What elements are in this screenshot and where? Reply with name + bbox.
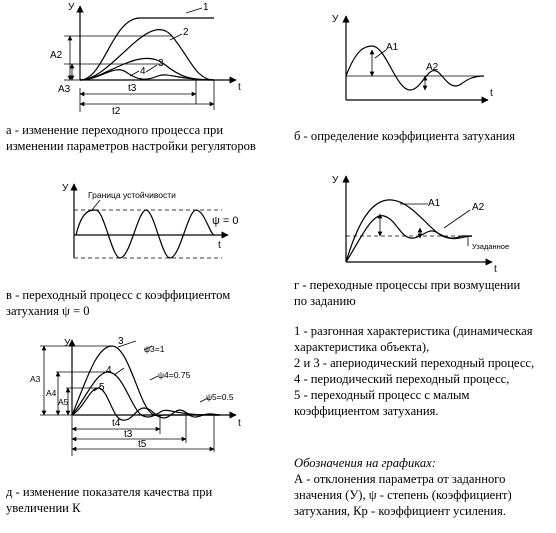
graph-g-t-label: t (494, 264, 497, 275)
curve-2 (80, 30, 214, 80)
legend-item-4: 5 - переходный процесс с малым коэффициентом затухания. (294, 388, 470, 418)
setpoint-label: Узаданное (472, 242, 510, 251)
A2-label-g: A2 (472, 202, 485, 213)
curve-4-d-label: 4 (106, 365, 112, 376)
A1-label: A1 (386, 42, 399, 53)
legend-item-1: 1 - разгонная характеристика (динамическая характеристика объекта), (294, 324, 533, 354)
graph-v-t-label: t (218, 240, 221, 251)
notation-block (294, 455, 546, 519)
graph-b (346, 16, 488, 100)
curve-4-label: 4 (140, 66, 146, 77)
legend-item-2: 2 и 3 - апериодический переходный процесс, (294, 356, 535, 370)
caption-g: г - переходные процессы при возмущении по заданию (294, 278, 521, 308)
curve-1-label: 1 (203, 2, 209, 13)
graph-a-y-label: У (68, 2, 75, 13)
t4-label: t4 (112, 418, 121, 429)
legend-block (294, 323, 546, 419)
caption-a: а - изменение переходного процесса при изменении параметров настройки регуляторов (6, 123, 256, 153)
t2-label: t2 (112, 106, 121, 117)
curve-5-d-label: 5 (99, 382, 105, 393)
curve-3 (80, 58, 214, 80)
psi5-label: ψ5=0.5 (206, 392, 234, 402)
A3-label: A3 (58, 84, 71, 95)
A2-label: A2 (50, 50, 63, 61)
curve-1 (80, 18, 214, 80)
A4-label-d: A4 (46, 388, 57, 398)
graph-b-curve (346, 46, 484, 90)
graph-v-curve (76, 210, 214, 258)
caption-d: д - изменение показателя качества при увеличении К (6, 485, 213, 515)
graph-a-t-label: t (238, 82, 241, 93)
A5-label-d: A5 (58, 397, 69, 407)
curve-3-d-label: 3 (118, 336, 124, 347)
caption-b: б - определение коэффициента затухания (294, 129, 516, 143)
curve-3-label: 3 (158, 58, 164, 69)
legend-item-3: 4 - периодический переходный процесс, (294, 372, 510, 386)
curve-3-d (72, 346, 220, 416)
graph-v-y-label: У (62, 183, 69, 194)
stability-boundary-label: Граница устойчивости (88, 190, 176, 200)
A3-label-d: A3 (30, 374, 41, 384)
notation-title: Обозначения на графиках: (294, 456, 436, 470)
psi-zero-label: ψ = 0 (212, 215, 239, 227)
graph-d-t-label: t (238, 418, 241, 429)
curve-4-d (72, 372, 220, 417)
graph-d-y-label: У (64, 338, 71, 349)
psi3-label: ψ3=1 (144, 344, 165, 354)
caption-v: в - переходный процесс с коэффициентом затухания ψ = 0 (6, 288, 231, 318)
psi4-label: ψ4=0.75 (158, 370, 191, 380)
t5-label: t5 (138, 439, 147, 450)
t3-label: t3 (128, 83, 137, 94)
graph-g (346, 176, 492, 262)
A1-label-g: A1 (428, 198, 441, 209)
graph-b-y-label: У (332, 14, 339, 25)
curve-2-label: 2 (183, 27, 189, 38)
graph-a (64, 6, 236, 112)
graph-g-y-label: У (332, 175, 339, 186)
graph-b-t-label: t (490, 88, 493, 99)
A2-label-b: A2 (426, 62, 439, 73)
notation-text: А - отклонения параметра от заданного значения (У), ψ - степень (коэффициент) затухания, Кр - коэффициент усиления. (294, 472, 512, 518)
t3-label-d: t3 (124, 429, 133, 440)
